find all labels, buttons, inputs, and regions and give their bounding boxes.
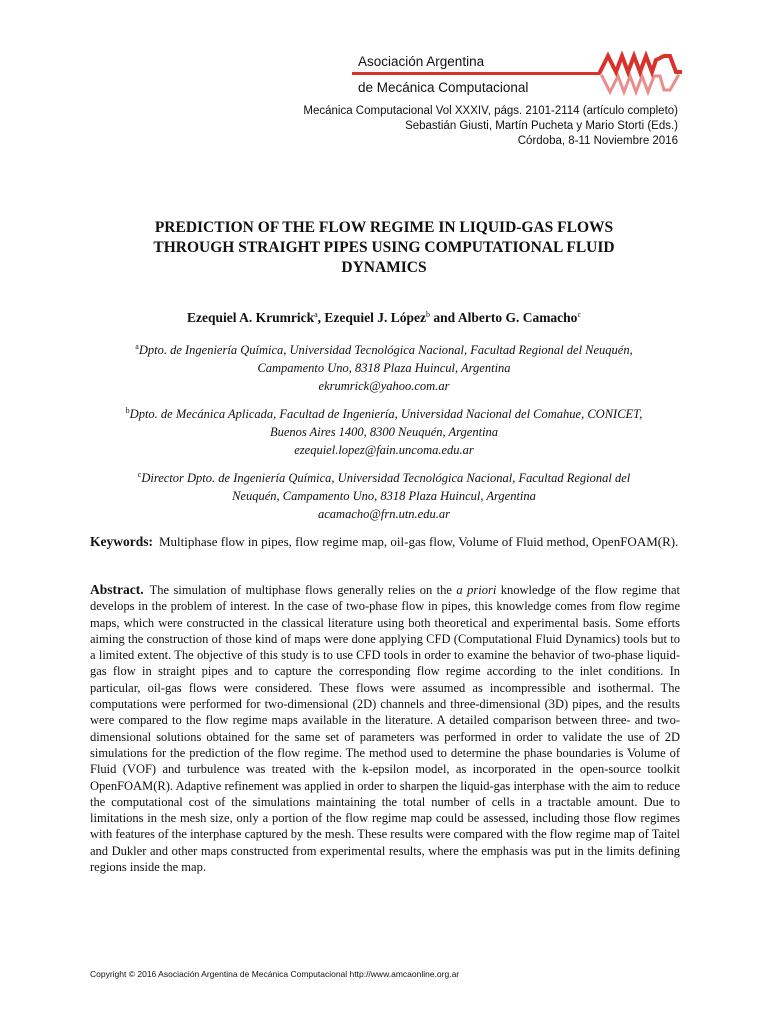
- author-name: Ezequiel J. López: [324, 310, 427, 325]
- affiliation-c: [90, 466, 678, 523]
- org-name-line2: de Mecánica Computacional: [358, 80, 529, 95]
- keywords-section: [90, 533, 680, 550]
- amca-logo: [598, 50, 682, 96]
- affiliation-mark: c: [137, 470, 142, 479]
- affiliation-email: ekrumrick@yahoo.com.ar: [318, 379, 450, 393]
- title-line-2: THROUGH STRAIGHT PIPES USING COMPUTATIONAL FLUID: [153, 239, 615, 256]
- publication-info: [303, 104, 678, 149]
- amca-logo-lower-mark: [602, 76, 678, 92]
- copyright-footer: Copyright © 2016 Asociación Argentina de Mecánica Computacional http://www.amcaonline.org.ar: [90, 969, 460, 979]
- author-mark: b: [426, 310, 431, 319]
- affiliation-mark: b: [125, 406, 130, 415]
- paper-title: [90, 218, 678, 278]
- affiliation-line: Buenos Aires 1400, 8300 Neuquén, Argentina: [269, 425, 499, 439]
- affiliation-a: [90, 338, 678, 395]
- amca-logo-upper-mark: [600, 56, 680, 72]
- abstract-italic-term: a priori: [456, 583, 497, 597]
- author-mark: a: [314, 310, 318, 319]
- page-header: [0, 0, 768, 160]
- author-mark: c: [577, 310, 581, 319]
- author-list: [90, 306, 678, 327]
- title-line-1: PREDICTION OF THE FLOW REGIME IN LIQUID-GAS FLOWS: [154, 219, 614, 236]
- header-red-rule: [352, 72, 600, 75]
- affiliation-email: acamacho@frn.utn.edu.ar: [318, 507, 450, 521]
- keywords-text: Multiphase flow in pipes, flow regime map, oil-gas flow, Volume of Fluid method, OpenFOAM(R).: [159, 534, 679, 549]
- abstract-label: Abstract.: [90, 582, 144, 597]
- author-separator: ,: [317, 310, 325, 325]
- affiliation-line: Dpto. de Mecánica Aplicada, Facultad de Ingeniería, Universidad Nacional del Comahue, CONICET,: [129, 407, 643, 421]
- author-name: Ezequiel A. Krumrick: [186, 310, 315, 325]
- pub-info-editors: Sebastián Giusti, Martín Pucheta y Mario Storti (Eds.): [405, 120, 678, 132]
- affiliation-line: Neuquén, Campamento Uno, 8318 Plaza Huincul, Argentina: [232, 489, 536, 503]
- keywords-label: Keywords:: [90, 534, 153, 549]
- title-line-3: DYNAMICS: [341, 259, 427, 276]
- abstract-section: [90, 582, 680, 875]
- affiliation-line: Campamento Uno, 8318 Plaza Huincul, Argentina: [257, 361, 511, 375]
- author-separator: and: [430, 310, 458, 325]
- author-name: Alberto G. Camacho: [457, 310, 578, 325]
- abstract-text-start: The simulation of multiphase flows generally relies on the: [149, 583, 452, 597]
- affiliation-b: [90, 402, 678, 459]
- affiliation-line: Dpto. de Ingeniería Química, Universidad Tecnológica Nacional, Facultad Regional del Neuquén,: [138, 343, 633, 357]
- org-name-line1: Asociación Argentina: [358, 54, 485, 69]
- affiliation-mark: a: [135, 342, 139, 351]
- affiliation-line: Director Dpto. de Ingeniería Química, Universidad Tecnológica Nacional, Facultad Regional del: [141, 471, 631, 485]
- pub-info-volume: Mecánica Computacional Vol XXXIV, págs. 2101-2114 (artículo completo): [303, 105, 678, 117]
- pub-info-location-date: Córdoba, 8-11 Noviembre 2016: [517, 135, 678, 147]
- abstract-text-body: knowledge of the flow regime that develops in the problem of interest. In the case of two-phase flow in pipes, this knowledge comes from flow regime maps, which were constructed in the classical literature using both theoretical and experimental basis. Some efforts aiming the construction of those kind of maps were done applying CFD (Computational Fluid Dynamics) tools but to a limited extent. The objective of this study is to use CFD tools in order to examine the behavior of two-phase liquid-gas flow in straight pipes and to capture the corresponding flow regime according to the inlet conditions. In particular, oil-gas flows were considered. These flows were assumed as incompressible and isothermal. The computations were performed for two-dimensional (2D) channels and three-dimensional (3D) pipes, and the results were compared to the flow regime maps available in the literature. A detailed comparison between three- and two-dimensional solutions obtained for the same set of parameters was performed in order to validate the use of 2D simulations for the prediction of the flow regime. The method used to determine the phase boundaries is Volume of Fluid (VOF) and turbulence was treated with the k-epsilon model, as incorporated in the open-source toolkit OpenFOAM(R). Adaptive refinement was applied in order to sharpen the liquid-gas interphase with the aim to reduce the computational cost of the simulations maintaining the total number of cells in a tractable amount. Due to limitations in the mesh size, only a portion of the flow regime map could be assessed, including those flow regimes with features of the interphase captured by the mesh. These results were compared with the flow regime map of Taitel and Dukler and other maps constructed from experimental results, where the emphasis was put in the limits defining regions inside the map.: [90, 583, 680, 875]
- affiliation-email: ezequiel.lopez@fain.uncoma.edu.ar: [294, 443, 474, 457]
